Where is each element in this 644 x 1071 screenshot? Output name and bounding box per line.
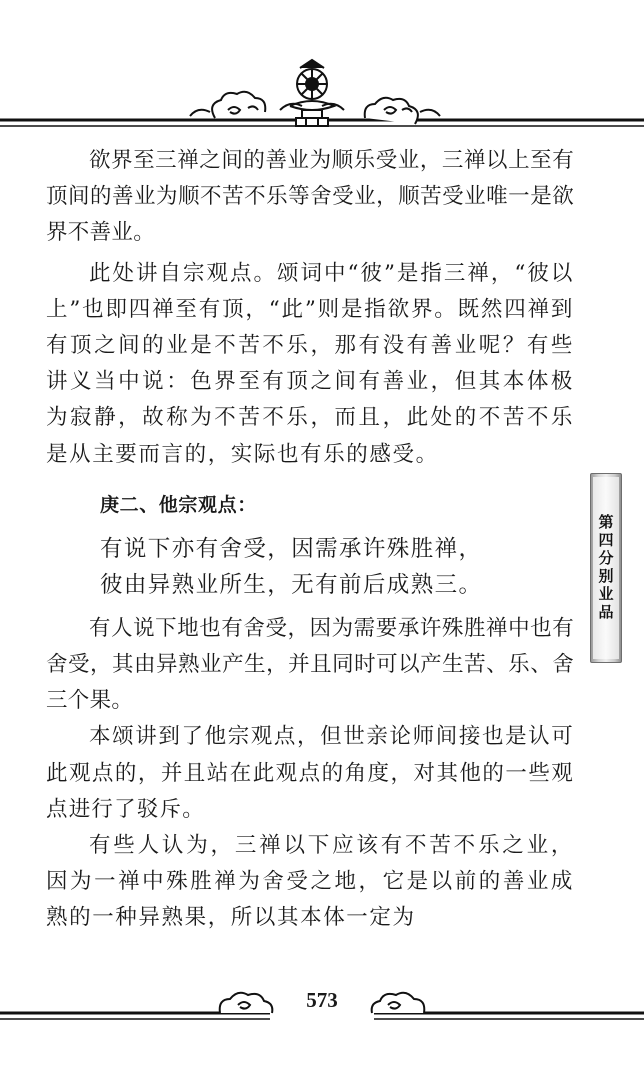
paragraph-1: 欲界至三禅之间的善业为顺乐受业，三禅以上至有顶间的善业为顺不苦不乐等舍受业，顺苦受业唯一是欲界不善业。 [46, 148, 574, 246]
paragraph-5: 有些人认为，三禅以下应该有不苦不乐之业，因为一禅中殊胜禅为舍受之地，它是以前的善业成熟的一种异熟果，所以其本体一定为 [46, 833, 574, 931]
footer-left-cloud-icon [220, 993, 273, 1013]
header-ornament [0, 58, 644, 138]
page-body [46, 143, 574, 937]
dharma-wheel-icon [280, 60, 344, 126]
verse-line-1: 有说下亦有舍受，因需承许殊胜禅， [100, 535, 483, 562]
footer-right-cloud-icon [372, 993, 425, 1013]
paragraph-2: 此处讲自宗观点。颂词中“彼”是指三禅，“彼以上”也即四禅至有顶，“此”则是指欲界。既然四禅到有顶之间的业是不苦不乐，那有没有善业呢？有些讲义当中说：色界至有顶之间有善业，但其本体极为寂静，故称为不苦不乐，而且，此处的不苦不乐是从主要而言的，实际也有乐的感受。 [46, 260, 574, 467]
verse-block [46, 531, 574, 603]
paragraph-4: 本颂讲到了他宗观点，但世亲论师间接也是认可此观点的，并且站在此观点的角度，对其他的一些观点进行了驳斥。 [46, 724, 574, 822]
section-heading: 庚二、他宗观点： [100, 493, 257, 516]
chapter-side-tab [590, 473, 622, 663]
page-number: 573 [306, 988, 338, 1012]
chapter-side-tab-label: 第四分别业品 [596, 514, 615, 622]
paragraph-3: 有人说下地也有舍受，因为需要承许殊胜禅中也有舍受，其由异熟业产生，并且同时可以产生苦、乐、舍三个果。 [46, 615, 574, 714]
verse-line-2: 彼由异熟业所生，无有前后成熟三。 [100, 571, 483, 598]
left-cloud-icon [190, 92, 265, 118]
